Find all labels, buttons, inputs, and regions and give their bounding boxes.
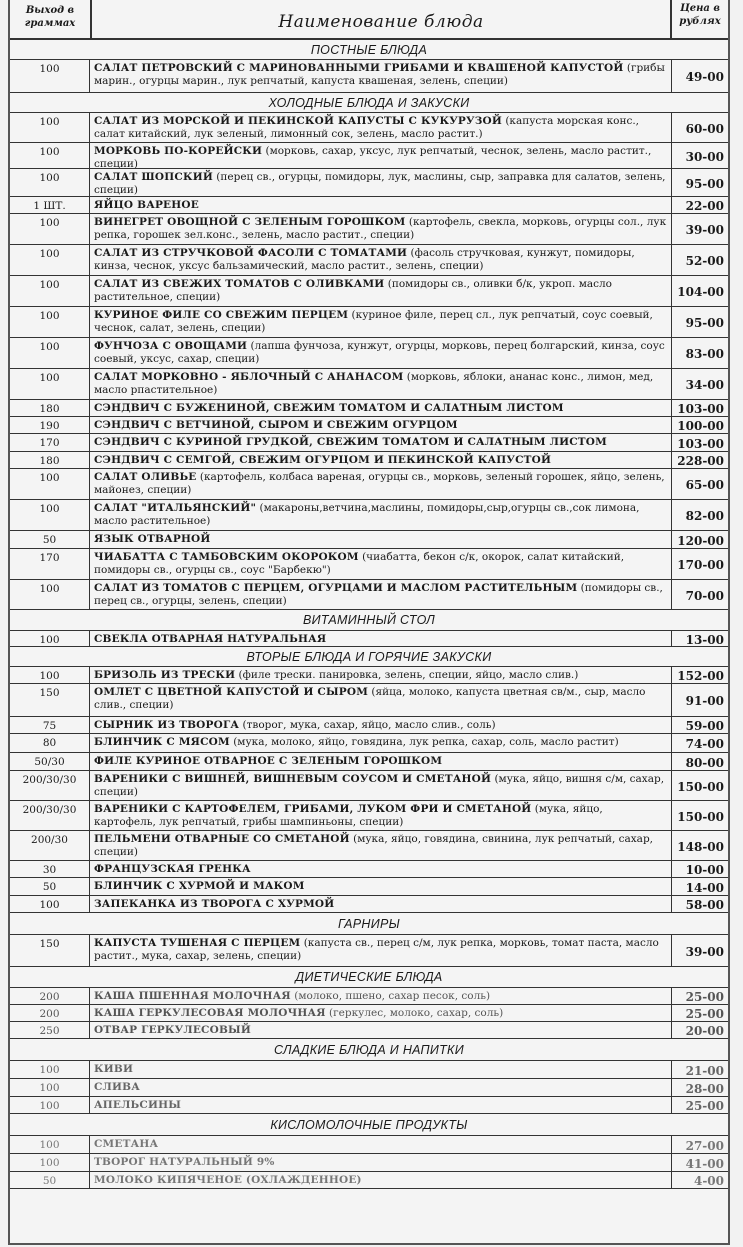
menu-item-row (10, 306, 728, 337)
item-name-cell (90, 878, 672, 895)
item-price: 49-00 (685, 70, 724, 84)
item-name-cell (90, 113, 672, 142)
menu-sheet (8, 0, 730, 1245)
item-price: 28-00 (685, 1081, 724, 1096)
item-name-cell (90, 197, 672, 213)
item-ingredients: (лапша фунчоза, кунжут, огурцы, морковь, перец болгарский, кинза, соус соевый, уксус, сахар, специи) (94, 340, 665, 365)
item-name-cell (90, 276, 672, 306)
item-portion: 100 (10, 1154, 90, 1171)
item-name-cell (90, 580, 672, 609)
item-ingredients: (мука, молоко, яйцо, говядина, лук репка, сахар, соль, масло растит) (233, 736, 619, 748)
item-title: ОТВАР ГЕРКУЛЕСОВЫЙ (94, 1024, 251, 1036)
item-title: ЯЗЫК ОТВАРНОЙ (94, 533, 211, 545)
item-name-cell (90, 531, 672, 548)
menu-item-row (10, 399, 728, 416)
item-portion: 100 (10, 1061, 90, 1078)
item-title: СЭНДВИЧ С БУЖЕНИНОЙ, СВЕЖИМ ТОМАТОМ И САЛАТНЫМ ЛИСТОМ (94, 402, 564, 414)
item-name-cell (90, 143, 672, 168)
menu-item-row (10, 800, 728, 830)
item-price: 21-00 (685, 1063, 724, 1078)
item-portion: 150 (10, 684, 90, 716)
item-name-cell (90, 1061, 672, 1078)
section-title: КИСЛОМОЛОЧНЫЕ ПРОДУКТЫ (270, 1117, 468, 1132)
item-price: 14-00 (685, 880, 724, 895)
item-price: 41-00 (685, 1156, 724, 1171)
item-title: САЛАТ "ИТАЛЬЯНСКИЙ" (94, 502, 257, 514)
item-title: ФРАНЦУЗСКАЯ ГРЕНКА (94, 863, 251, 875)
item-title: СЭНДВИЧ С СЕМГОЙ, СВЕЖИМ ОГУРЦОМ И ПЕКИНСКОЙ КАПУСТОЙ (94, 454, 552, 466)
section-title: ПОСТНЫЕ БЛЮДА (310, 42, 428, 57)
item-name-cell (90, 1172, 672, 1188)
item-price: 103-00 (677, 436, 724, 451)
item-title: САЛАТ МОРКОВНО - ЯБЛОЧНЫЙ С АНАНАСОМ (94, 371, 404, 383)
menu-item-row (10, 987, 728, 1004)
menu-item-row (10, 168, 728, 196)
menu-item-row (10, 733, 728, 752)
item-title: СВЕКЛА ОТВАРНАЯ НАТУРАЛЬНАЯ (94, 633, 327, 645)
section-title: СЛАДКИЕ БЛЮДА И НАПИТКИ (274, 1042, 464, 1057)
item-title: КИВИ (94, 1063, 134, 1075)
item-title: КАПУСТА ТУШЕНАЯ С ПЕРЦЕМ (94, 937, 301, 949)
item-name-cell (90, 753, 672, 770)
item-title: СЫРНИК ИЗ ТВОРОГА (94, 719, 240, 731)
item-price: 65-00 (685, 478, 724, 492)
menu-item-row (10, 877, 728, 895)
item-portion: 100 (10, 1079, 90, 1096)
item-ingredients: (капуста св., перец с/м, лук репка, морковь, томат паста, масло растит., мука, сахар, зелень, специи) (94, 937, 659, 962)
item-price: 25-00 (685, 990, 724, 1004)
item-portion: 50/30 (10, 753, 90, 770)
qty-column-header (10, 0, 92, 38)
item-price: 82-00 (685, 509, 724, 523)
item-portion: 100 (10, 143, 90, 168)
menu-item-row (10, 142, 728, 168)
item-ingredients: (творог, мука, сахар, яйцо, масло слив., соль) (242, 719, 496, 731)
item-ingredients: (картофель, колбаса вареная, огурцы св., морковь, зеленый горошек, яйцо, зелень, майонез, специи) (94, 471, 665, 496)
item-title: СМЕТАНА (94, 1138, 159, 1150)
item-title: ФИЛЕ КУРИНОЕ ОТВАРНОЕ С ЗЕЛЕНЫМ ГОРОШКОМ (94, 755, 443, 767)
item-ingredients: (фасоль стручковая, кунжут, помидоры, кинза, чеснок, уксус бальзамический, масло растит., зелень, специи) (94, 247, 635, 272)
item-portion: 50 (10, 531, 90, 548)
item-price: 70-00 (685, 588, 724, 603)
item-name-cell (90, 549, 672, 579)
item-ingredients: (картофель, свекла, морковь, огурцы сол., лук репка, горошек зел.конс., зелень, масло растит., специи) (94, 216, 667, 241)
menu-item-row (10, 275, 728, 306)
item-portion: 100 (10, 113, 90, 142)
item-price: 20-00 (685, 1024, 724, 1038)
item-name-cell (90, 400, 672, 416)
item-portion: 200 (10, 1005, 90, 1021)
section-title: ВИТАМИННЫЙ СТОЛ (302, 613, 436, 627)
menu-item-row (10, 1135, 728, 1153)
item-portion: 100 (10, 1097, 90, 1113)
item-ingredients: (чиабатта, бекон с/к, окорок, салат китайский, помидоры св., огурцы св., соус "Барбекю") (94, 551, 625, 576)
menu-item-row (10, 630, 728, 647)
menu-item-row (10, 196, 728, 213)
item-price: 83-00 (685, 347, 724, 361)
item-portion: 170 (10, 549, 90, 579)
item-name-cell (90, 469, 672, 499)
item-price: 104-00 (677, 285, 724, 299)
item-portion: 100 (10, 469, 90, 499)
menu-item-row (10, 451, 728, 468)
item-name-cell (90, 988, 672, 1004)
item-title: КУРИНОЕ ФИЛЕ СО СВЕЖИМ ПЕРЦЕМ (94, 309, 349, 321)
menu-item-row (10, 716, 728, 733)
item-portion: 1 ШТ. (10, 197, 90, 213)
item-title: ТВОРОГ НАТУРАЛЬНЫЙ 9% (94, 1156, 275, 1168)
item-name-cell (90, 771, 672, 800)
item-price: 27-00 (685, 1138, 724, 1153)
item-price: 30-00 (685, 149, 724, 164)
item-name-cell (90, 801, 672, 830)
item-portion: 100 (10, 667, 90, 683)
menu-item-row (10, 770, 728, 800)
item-name-cell (90, 684, 672, 716)
item-title: САЛАТ ШОПСКИЙ (94, 171, 213, 183)
menu-item-row (10, 666, 728, 683)
item-portion: 100 (10, 307, 90, 337)
item-price: 148-00 (677, 839, 724, 854)
item-name-cell (90, 434, 672, 451)
item-price: 22-00 (685, 199, 724, 213)
item-title: ЯЙЦО ВАРЕНОЕ (94, 199, 199, 211)
item-portion: 100 (10, 338, 90, 368)
item-price: 10-00 (685, 863, 724, 877)
qty-header-line-1: Выход в (25, 5, 75, 16)
item-name-cell (90, 717, 672, 733)
item-title: СЭНДВИЧ С КУРИНОЙ ГРУДКОЙ, СВЕЖИМ ТОМАТОМ И САЛАТНЫМ ЛИСТОМ (94, 436, 607, 448)
item-title: ЧИАБАТТА С ТАМБОВСКИМ ОКОРОКОМ (94, 551, 359, 563)
item-price: 103-00 (677, 402, 724, 416)
item-title: СЛИВА (94, 1081, 140, 1093)
item-title: КАША ГЕРКУЛЕСОВАЯ МОЛОЧНАЯ (94, 1007, 326, 1019)
menu-item-row (10, 244, 728, 275)
item-portion: 100 (10, 245, 90, 275)
item-price: 13-00 (685, 632, 724, 647)
item-ingredients: (морковь, яблоки, ананас конс., лимон, мед, масло рпастительное) (94, 371, 654, 396)
item-name-cell (90, 169, 672, 196)
item-portion: 50 (10, 1172, 90, 1188)
menu-item-row (10, 579, 728, 610)
item-ingredients: (мука, яйцо, картофель, лук репчатый, грибы шампиньоны, специи) (94, 803, 603, 828)
menu-item-row (10, 368, 728, 399)
item-ingredients: (помидоры св., перец св., огурцы, зелень, специи) (94, 582, 663, 607)
menu-item-row (10, 1060, 728, 1078)
item-price: 4-00 (693, 1174, 724, 1188)
item-title: САЛАТ ИЗ СТРУЧКОВОЙ ФАСОЛИ С ТОМАТАМИ (94, 247, 408, 259)
item-ingredients: (макароны,ветчина,маслины, помидоры,сыр,огурцы св.,сок лимона, масло растительное) (94, 502, 640, 527)
item-name-cell (90, 831, 672, 860)
item-name-cell (90, 1079, 672, 1096)
item-price: 58-00 (685, 898, 724, 912)
item-ingredients: (куриное филе, перец сл., лук репчатый, соус соевый, чеснок, салат, зелень, специи) (94, 309, 653, 334)
item-portion: 180 (10, 452, 90, 468)
item-name-cell (90, 60, 672, 92)
item-name-cell (90, 369, 672, 399)
item-price: 80-00 (685, 755, 724, 770)
menu-item-row (10, 59, 728, 93)
item-name-cell (90, 1136, 672, 1153)
item-portion: 150 (10, 935, 90, 966)
menu-item-row (10, 112, 728, 142)
menu-item-row (10, 433, 728, 451)
item-ingredients: (филе трески. панировка, зелень, специи, яйцо, масло слив.) (238, 669, 579, 681)
item-portion: 100 (10, 276, 90, 306)
item-ingredients: (молоко, пшено, сахар песок, соль) (294, 990, 491, 1002)
item-title: ПЕЛЬМЕНИ ОТВАРНЫЕ СО СМЕТАНОЙ (94, 833, 350, 845)
item-portion: 100 (10, 60, 90, 92)
menu-item-row (10, 468, 728, 499)
item-title: БРИЗОЛЬ ИЗ ТРЕСКИ (94, 669, 236, 681)
menu-item-row (10, 416, 728, 433)
item-ingredients: (грибы марин., огурцы марин., лук репчатый, капуста квашеная, зелень, специи) (94, 62, 665, 87)
item-price: 39-00 (685, 223, 724, 237)
item-name-cell (90, 338, 672, 368)
item-title: БЛИНЧИК С ХУРМОЙ И МАКОМ (94, 880, 305, 892)
item-price: 120-00 (677, 533, 724, 548)
menu-body (10, 40, 728, 1189)
item-title: ВИНЕГРЕТ ОВОЩНОЙ С ЗЕЛЕНЫМ ГОРОШКОМ (94, 216, 406, 228)
item-portion: 180 (10, 400, 90, 416)
section-title: ГАРНИРЫ (338, 916, 400, 931)
item-title: АПЕЛЬСИНЫ (94, 1099, 182, 1111)
menu-item-row (10, 1021, 728, 1039)
item-name-cell (90, 734, 672, 752)
menu-item-row (10, 337, 728, 368)
item-price: 39-00 (685, 944, 724, 959)
item-portion: 170 (10, 434, 90, 451)
item-portion: 200/30/30 (10, 801, 90, 830)
item-title: ВАРЕНИКИ С ВИШНЕЙ, ВИШНЕВЫМ СОУСОМ И СМЕТАНОЙ (94, 773, 492, 785)
name-column-header: Наименование блюда (92, 0, 672, 38)
item-price: 60-00 (685, 121, 724, 136)
item-name-cell (90, 1022, 672, 1038)
item-name-cell (90, 452, 672, 468)
item-portion: 100 (10, 169, 90, 196)
menu-item-row (10, 1096, 728, 1114)
item-title: БЛИНЧИК С МЯСОМ (94, 736, 230, 748)
item-portion: 30 (10, 861, 90, 877)
item-name-cell (90, 214, 672, 244)
menu-item-row (10, 1171, 728, 1189)
item-name-cell (90, 1097, 672, 1113)
section-title: ДИЕТИЧЕСКИЕ БЛЮДА (295, 970, 443, 984)
item-name-cell (90, 935, 672, 966)
menu-item-row (10, 213, 728, 244)
item-name-cell (90, 631, 672, 646)
item-portion: 100 (10, 631, 90, 646)
item-portion: 100 (10, 1136, 90, 1153)
menu-item-row (10, 895, 728, 913)
item-portion: 100 (10, 500, 90, 530)
item-price: 150-00 (677, 779, 724, 794)
price-header-line-1: Цена в (680, 3, 720, 14)
item-name-cell (90, 1154, 672, 1171)
item-title: СЭНДВИЧ С ВЕТЧИНОЙ, СЫРОМ И СВЕЖИМ ОГУРЦОМ (94, 419, 458, 431)
menu-item-row (10, 548, 728, 579)
item-price: 152-00 (677, 669, 724, 683)
item-portion: 100 (10, 369, 90, 399)
item-ingredients: (капуста морская конс., салат китайский, лук зеленый, лимонный сок, зелень, масло растит.) (94, 115, 640, 140)
item-portion: 100 (10, 580, 90, 609)
item-ingredients: (мука, яйцо, вишня с/м, сахар, специи) (94, 773, 665, 798)
item-price: 100-00 (677, 419, 724, 433)
item-title: ФУНЧОЗА С ОВОЩАМИ (94, 340, 248, 352)
item-ingredients: (перец св., огурцы, помидоры, лук, маслины, сыр, заправка для салатов, зелень, специи) (94, 171, 666, 196)
menu-item-row (10, 860, 728, 877)
item-title: САЛАТ ИЗ МОРСКОЙ И ПЕКИНСКОЙ КАПУСТЫ С КУКУРУЗОЙ (94, 115, 502, 127)
item-title: ВАРЕНИКИ С КАРТОФЕЛЕМ, ГРИБАМИ, ЛУКОМ ФРИ И СМЕТАНОЙ (94, 803, 532, 815)
item-portion: 80 (10, 734, 90, 752)
item-portion: 200/30/30 (10, 771, 90, 800)
menu-item-row (10, 683, 728, 716)
item-ingredients: (геркулес, молоко, сахар, соль) (329, 1007, 504, 1019)
item-name-cell (90, 1005, 672, 1021)
item-name-cell (90, 667, 672, 683)
menu-item-row (10, 499, 728, 530)
item-title: САЛАТ ОЛИВЬЕ (94, 471, 197, 483)
menu-item-row (10, 934, 728, 967)
item-title: САЛАТ ИЗ ТОМАТОВ С ПЕРЦЕМ, ОГУРЦАМИ И МАСЛОМ РАСТИТЕЛЬНЫМ (94, 582, 578, 594)
item-title: ОМЛЕТ С ЦВЕТНОЙ КАПУСТОЙ И СЫРОМ (94, 686, 369, 698)
item-name-cell (90, 896, 672, 912)
item-ingredients: (морковь, сахар, уксус, лук репчатый, чеснок, зелень, масло растит., специи) (94, 145, 652, 168)
item-price: 91-00 (685, 694, 724, 708)
item-price: 95-00 (685, 316, 724, 330)
item-price: 150-00 (677, 809, 724, 824)
section-title: ВТОРЫЕ БЛЮДА И ГОРЯЧИЕ ЗАКУСКИ (246, 649, 492, 664)
item-price: 25-00 (685, 1007, 724, 1021)
item-price: 52-00 (685, 254, 724, 268)
item-name-cell (90, 417, 672, 433)
item-name-cell (90, 307, 672, 337)
item-title: САЛАТ ИЗ СВЕЖИХ ТОМАТОВ С ОЛИВКАМИ (94, 278, 385, 290)
menu-item-row (10, 752, 728, 770)
item-portion: 200/30 (10, 831, 90, 860)
item-price: 25-00 (685, 1099, 724, 1113)
item-price: 34-00 (685, 378, 724, 392)
item-title: САЛАТ ПЕТРОВСКИЙ С МАРИНОВАННЫМИ ГРИБАМИ И КВАШЕНОЙ КАПУСТОЙ (94, 62, 624, 74)
item-portion: 100 (10, 896, 90, 912)
item-price: 170-00 (677, 558, 724, 572)
item-ingredients: (мука, яйцо, говядина, свинина, лук репчатый, сахар, специи) (94, 833, 654, 858)
item-title: КАША ПШЕННАЯ МОЛОЧНАЯ (94, 990, 291, 1002)
menu-item-row (10, 530, 728, 548)
menu-item-row (10, 830, 728, 860)
item-portion: 75 (10, 717, 90, 733)
item-portion: 50 (10, 878, 90, 895)
item-ingredients: (яйца, молоко, капуста цветная св/м., сыр, масло слив., специи) (94, 686, 646, 711)
item-price: 59-00 (685, 719, 724, 733)
section-title: ХОЛОДНЫЕ БЛЮДА И ЗАКУСКИ (268, 95, 470, 110)
menu-item-row (10, 1153, 728, 1171)
item-portion: 250 (10, 1022, 90, 1038)
menu-header (10, 0, 728, 40)
price-column-header (672, 0, 728, 38)
item-price: 228-00 (677, 454, 724, 468)
item-name-cell (90, 245, 672, 275)
item-title: МОЛОКО КИПЯЧЕНОЕ (ОХЛАЖДЕННОЕ) (94, 1174, 362, 1186)
item-title: МОРКОВЬ ПО-КОРЕЙСКИ (94, 145, 263, 157)
item-price: 95-00 (685, 176, 724, 191)
item-title: ЗАПЕКАНКА ИЗ ТВОРОГА С ХУРМОЙ (94, 898, 335, 910)
item-portion: 100 (10, 214, 90, 244)
item-name-cell (90, 861, 672, 877)
menu-item-row (10, 1004, 728, 1021)
item-portion: 200 (10, 988, 90, 1004)
price-header-line-2: рублях (679, 16, 721, 27)
item-ingredients: (помидоры св., оливки б/к, укроп. масло растительное, специи) (94, 278, 613, 303)
qty-header-line-2: граммах (24, 18, 76, 29)
item-price: 74-00 (685, 737, 724, 751)
menu-item-row (10, 1078, 728, 1096)
item-portion: 190 (10, 417, 90, 433)
item-name-cell (90, 500, 672, 530)
